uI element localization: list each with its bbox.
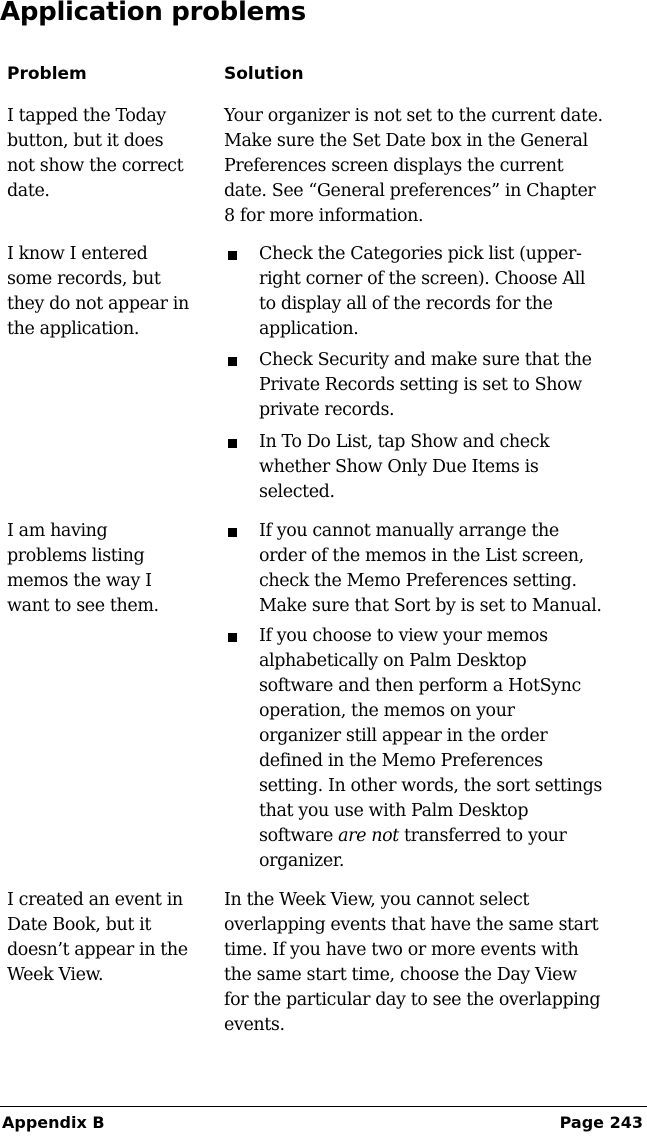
page-number: Page 243 xyxy=(559,1113,643,1132)
problem-text: I know I entered some records, but they do not appear in the application. xyxy=(7,244,189,339)
bullet-square-icon xyxy=(228,357,237,366)
problem-text: I created an event in Date Book, but it doesn’t appear in the Week View. xyxy=(7,890,188,985)
bullet-square-icon xyxy=(228,439,237,448)
footer-section-label: Appendix B xyxy=(2,1113,105,1132)
solution-text: Your organizer is not set to the current date. Make sure the Set Date box in the General Preferences screen displays the current date. See “General preferences” in Chapter 8 for more information. xyxy=(224,106,603,226)
problem-text: I tapped the Today button, but it does not show the correct date. xyxy=(7,106,184,201)
page-title: Application problems xyxy=(0,0,306,27)
bullet-square-icon xyxy=(228,251,237,260)
footer-divider xyxy=(0,1106,647,1107)
bullet-square-icon xyxy=(228,633,237,642)
column-header-solution: Solution xyxy=(224,64,304,84)
solution-text: In the Week View, you cannot select overlapping events that have the same start time. If you have two or more events with the same start time, choose the Day View for the particular day to see the overlapping events. xyxy=(224,890,601,1035)
bullet-square-icon xyxy=(228,528,237,537)
column-header-problem: Problem xyxy=(7,64,87,84)
problem-text: I am having problems listing memos the way I want to see them. xyxy=(7,521,159,616)
